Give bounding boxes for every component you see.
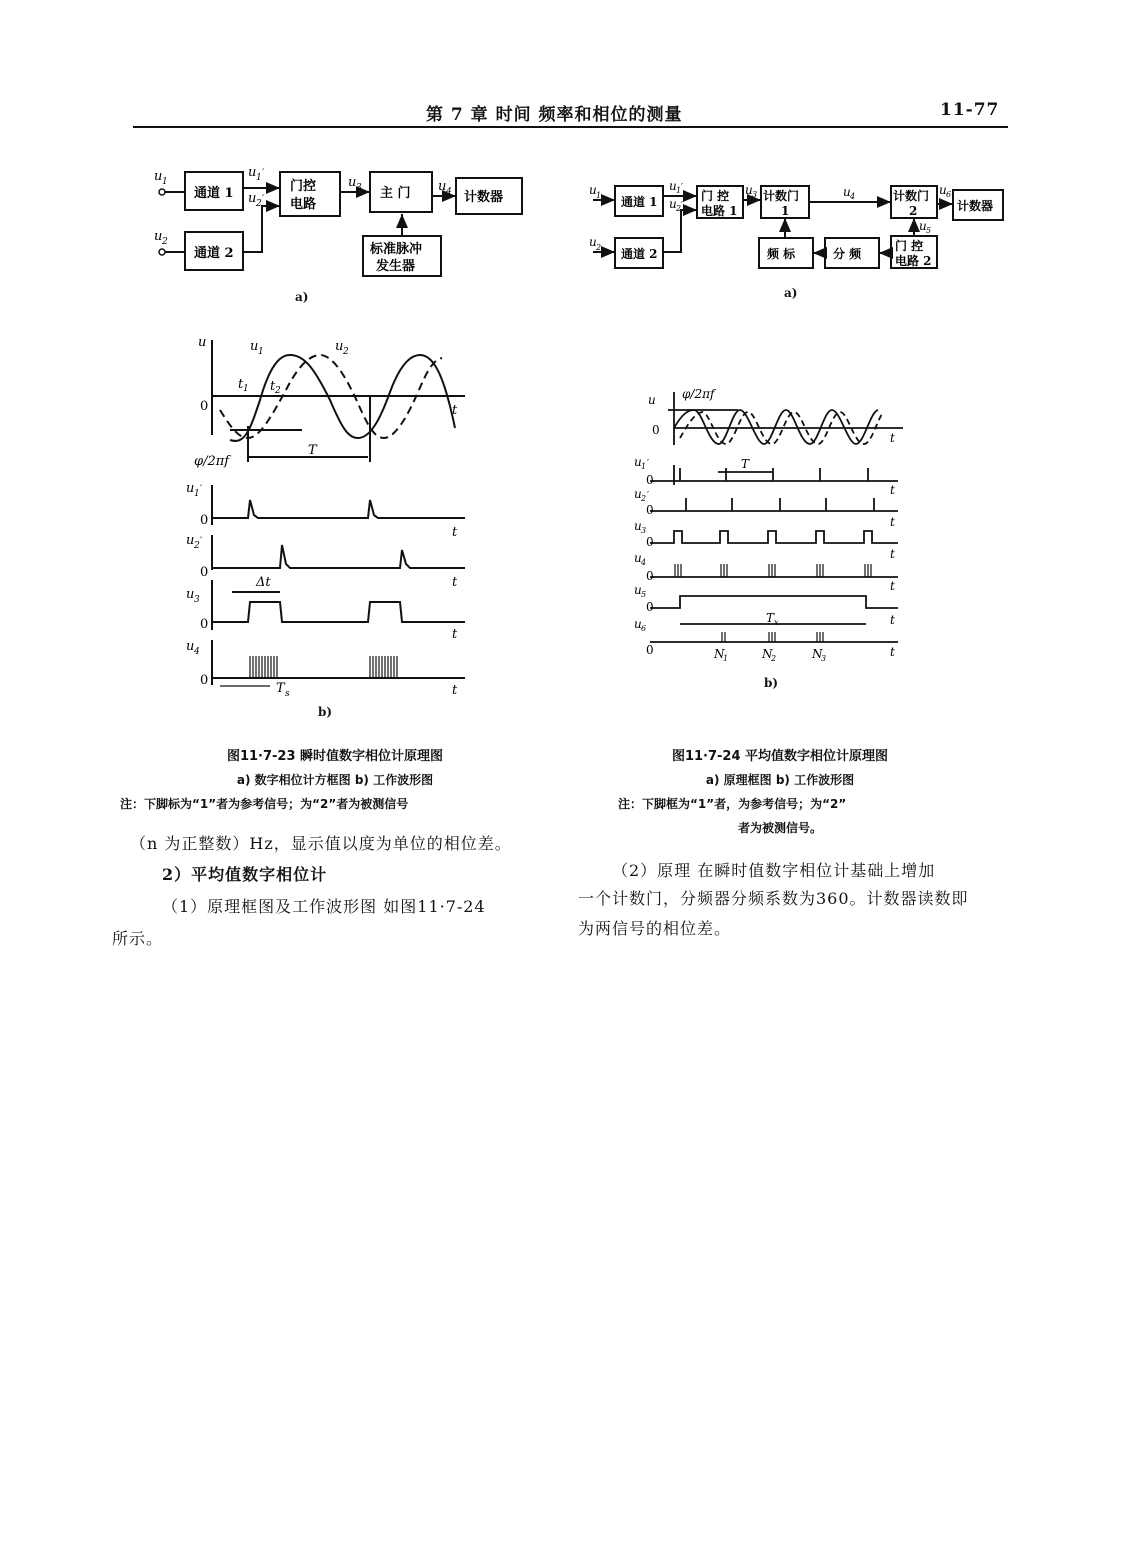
svg-text:u: u — [648, 393, 656, 407]
svg-text:u: u — [939, 183, 947, 197]
svg-text:′: ′ — [200, 484, 203, 495]
right-text-line1: （2）原理 在瞬时值数字相位计基础上增加 — [612, 861, 936, 880]
svg-text:u: u — [154, 169, 163, 184]
svg-text:0: 0 — [200, 513, 209, 528]
svg-text:0: 0 — [646, 503, 654, 517]
svg-text:u: u — [198, 335, 207, 350]
svg-text:u: u — [248, 191, 257, 206]
fig23a-sublabel: a) — [295, 290, 309, 304]
fig24-subcaption: a) 原理框图 b) 工作波形图 — [705, 773, 855, 787]
svg-text:t: t — [452, 627, 458, 642]
svg-text:u: u — [634, 487, 642, 501]
svg-text:3: 3 — [752, 190, 758, 199]
svg-text:2: 2 — [596, 243, 602, 252]
svg-text:4: 4 — [446, 187, 452, 197]
fig24a-ch1: 通道 1 — [621, 195, 658, 209]
svg-text:N: N — [762, 647, 773, 661]
svg-text:N: N — [812, 647, 823, 661]
fig24-note-line2: 者为被测信号。 — [737, 821, 822, 835]
svg-text:u: u — [669, 179, 677, 193]
svg-text:′: ′ — [262, 194, 265, 205]
svg-text:3: 3 — [641, 526, 647, 535]
fig23-title: 图11·7-23 瞬时值数字相位计原理图 — [226, 749, 444, 764]
svg-text:u: u — [186, 639, 195, 654]
svg-text:5: 5 — [641, 590, 647, 599]
svg-text:u: u — [438, 179, 447, 194]
svg-text:u: u — [919, 219, 927, 233]
svg-text:1: 1 — [596, 191, 602, 200]
svg-text:φ/2πf: φ/2πf — [194, 454, 230, 469]
svg-text:5: 5 — [926, 226, 932, 235]
right-text-line3: 为两信号的相位差。 — [578, 919, 732, 938]
svg-text:3: 3 — [821, 654, 827, 663]
chapter-title: 第 7 章 时间 频率和相位的测量 — [426, 105, 683, 125]
svg-text:2: 2 — [909, 204, 918, 218]
svg-text:u: u — [186, 481, 195, 496]
fig23a-ch1: 通道 1 — [194, 186, 234, 201]
svg-text:2: 2 — [641, 494, 647, 503]
fig23a-ch2: 通道 2 — [194, 246, 234, 261]
svg-text:4: 4 — [194, 647, 200, 657]
svg-text:′: ′ — [647, 459, 650, 469]
svg-text:计数门: 计数门 — [763, 189, 800, 203]
svg-text:t: t — [890, 645, 895, 659]
left-text-line4: 所示。 — [112, 929, 164, 948]
fig23a-counter: 计数器 — [464, 190, 504, 205]
svg-text:t: t — [238, 377, 244, 392]
svg-text:u: u — [589, 235, 597, 249]
svg-text:u: u — [186, 587, 195, 602]
svg-text:0: 0 — [200, 565, 209, 580]
svg-text:u: u — [745, 183, 753, 197]
svg-text:标准脉冲: 标准脉冲 — [370, 242, 423, 257]
svg-text:1: 1 — [781, 204, 790, 218]
svg-text:′: ′ — [262, 168, 265, 179]
svg-text:1: 1 — [243, 384, 249, 394]
svg-text:0: 0 — [200, 617, 209, 632]
svg-text:u: u — [634, 455, 642, 469]
svg-text:电路 2: 电路 2 — [895, 254, 932, 268]
svg-text:4: 4 — [850, 192, 856, 201]
svg-text:′: ′ — [681, 183, 684, 193]
svg-text:0: 0 — [646, 535, 654, 549]
svg-text:t: t — [890, 613, 895, 627]
svg-text:0: 0 — [646, 569, 654, 583]
svg-text:电路: 电路 — [290, 197, 317, 212]
svg-text:x: x — [774, 618, 779, 627]
svg-text:1: 1 — [723, 654, 729, 663]
svg-text:6: 6 — [641, 624, 647, 633]
svg-text:0: 0 — [646, 600, 654, 614]
svg-text:1: 1 — [162, 177, 168, 187]
fig24a-sublabel: a) — [784, 286, 798, 300]
svg-text:0: 0 — [646, 643, 654, 657]
fig23b-sublabel: b) — [318, 705, 333, 719]
svg-text:u: u — [669, 197, 677, 211]
svg-text:t: t — [890, 483, 895, 497]
svg-text:t: t — [270, 379, 276, 394]
svg-text:2: 2 — [275, 386, 281, 396]
svg-text:u: u — [634, 551, 642, 565]
svg-text:t: t — [890, 515, 895, 529]
svg-text:1: 1 — [641, 462, 647, 471]
svg-text:0: 0 — [652, 423, 660, 437]
svg-text:u: u — [843, 185, 851, 199]
svg-text:t: t — [890, 579, 895, 593]
svg-text:0: 0 — [200, 673, 209, 688]
svg-text:T: T — [741, 457, 750, 471]
svg-text:计数门: 计数门 — [893, 189, 930, 203]
fig24-note-line1: 注：下脚框为“1”者，为参考信号；为“2” — [618, 797, 847, 811]
svg-text:Δt: Δt — [256, 575, 271, 590]
left-text-line2: 2）平均值数字相位计 — [162, 865, 328, 884]
svg-text:2: 2 — [256, 199, 262, 209]
svg-text:0: 0 — [200, 399, 209, 414]
fig23-subcaption: a) 数字相位计方框图 b) 工作波形图 — [236, 773, 434, 787]
fig24a-divider: 分 频 — [833, 247, 862, 261]
svg-text:1: 1 — [258, 347, 264, 357]
svg-text:u: u — [589, 183, 597, 197]
svg-text:2: 2 — [771, 654, 777, 663]
svg-text:发生器: 发生器 — [376, 259, 416, 274]
fig24b-waveforms — [628, 380, 913, 680]
svg-text:u: u — [348, 175, 357, 190]
svg-text:u: u — [154, 229, 163, 244]
svg-text:T: T — [276, 681, 285, 696]
svg-text:t: t — [452, 403, 458, 418]
svg-text:u: u — [634, 583, 642, 597]
left-text-line1: （n 为正整数）Hz，显示值以度为单位的相位差。 — [130, 834, 512, 853]
fig24b-sublabel: b) — [764, 676, 779, 690]
svg-text:N: N — [714, 647, 725, 661]
fig23a-main-gate: 主 门 — [380, 186, 411, 201]
svg-text:2: 2 — [194, 541, 200, 551]
svg-text:u: u — [248, 165, 257, 180]
svg-text:u: u — [634, 519, 642, 533]
fig23-note: 注：下脚标为“1”者为参考信号；为“2”者为被测信号 — [120, 797, 409, 811]
page-number: 11-77 — [940, 100, 1000, 120]
svg-text:′: ′ — [200, 536, 203, 547]
svg-text:t: t — [890, 547, 895, 561]
right-text-line2: 一个计数门，分频器分频系数为360。计数器读数即 — [578, 889, 969, 908]
svg-text:6: 6 — [946, 190, 952, 199]
svg-text:′: ′ — [647, 491, 650, 501]
left-text-line3: （1）原理框图及工作波形图 如图11·7-24 — [162, 897, 486, 916]
svg-text:s: s — [285, 689, 290, 699]
fig24a-block-diagram — [585, 172, 1010, 277]
fig23a-block-diagram — [150, 160, 530, 310]
svg-text:t: t — [890, 431, 895, 445]
fig23b-waveforms — [186, 330, 480, 700]
svg-text:2: 2 — [343, 347, 349, 357]
svg-text:T: T — [766, 611, 775, 625]
svg-text:u: u — [634, 617, 642, 631]
svg-text:门 控: 门 控 — [895, 239, 924, 253]
svg-text:′: ′ — [681, 201, 684, 211]
fig24a-freq-std: 频 标 — [767, 247, 796, 261]
svg-text:φ/2πf: φ/2πf — [682, 387, 715, 401]
svg-text:电路 1: 电路 1 — [701, 204, 738, 218]
svg-text:0: 0 — [646, 473, 654, 487]
svg-text:u: u — [335, 339, 344, 354]
svg-text:T: T — [308, 443, 317, 458]
fig24a-ch2: 通道 2 — [621, 247, 658, 261]
svg-text:2: 2 — [162, 237, 168, 247]
svg-text:1: 1 — [194, 489, 200, 499]
svg-text:t: t — [452, 575, 458, 590]
fig24a-counter: 计数器 — [957, 199, 994, 213]
svg-text:门控: 门控 — [290, 179, 317, 194]
svg-text:t: t — [452, 525, 458, 540]
svg-text:3: 3 — [356, 183, 362, 193]
svg-text:3: 3 — [194, 595, 200, 605]
svg-text:u: u — [186, 533, 195, 548]
header-rule — [133, 126, 1008, 128]
svg-text:u: u — [250, 339, 259, 354]
fig24-title: 图11·7-24 平均值数字相位计原理图 — [671, 749, 889, 764]
svg-text:门 控: 门 控 — [701, 189, 730, 203]
svg-text:1: 1 — [676, 186, 682, 195]
svg-text:1: 1 — [256, 173, 262, 183]
svg-text:t: t — [452, 683, 458, 698]
svg-text:2: 2 — [676, 204, 682, 213]
svg-text:4: 4 — [641, 558, 647, 567]
